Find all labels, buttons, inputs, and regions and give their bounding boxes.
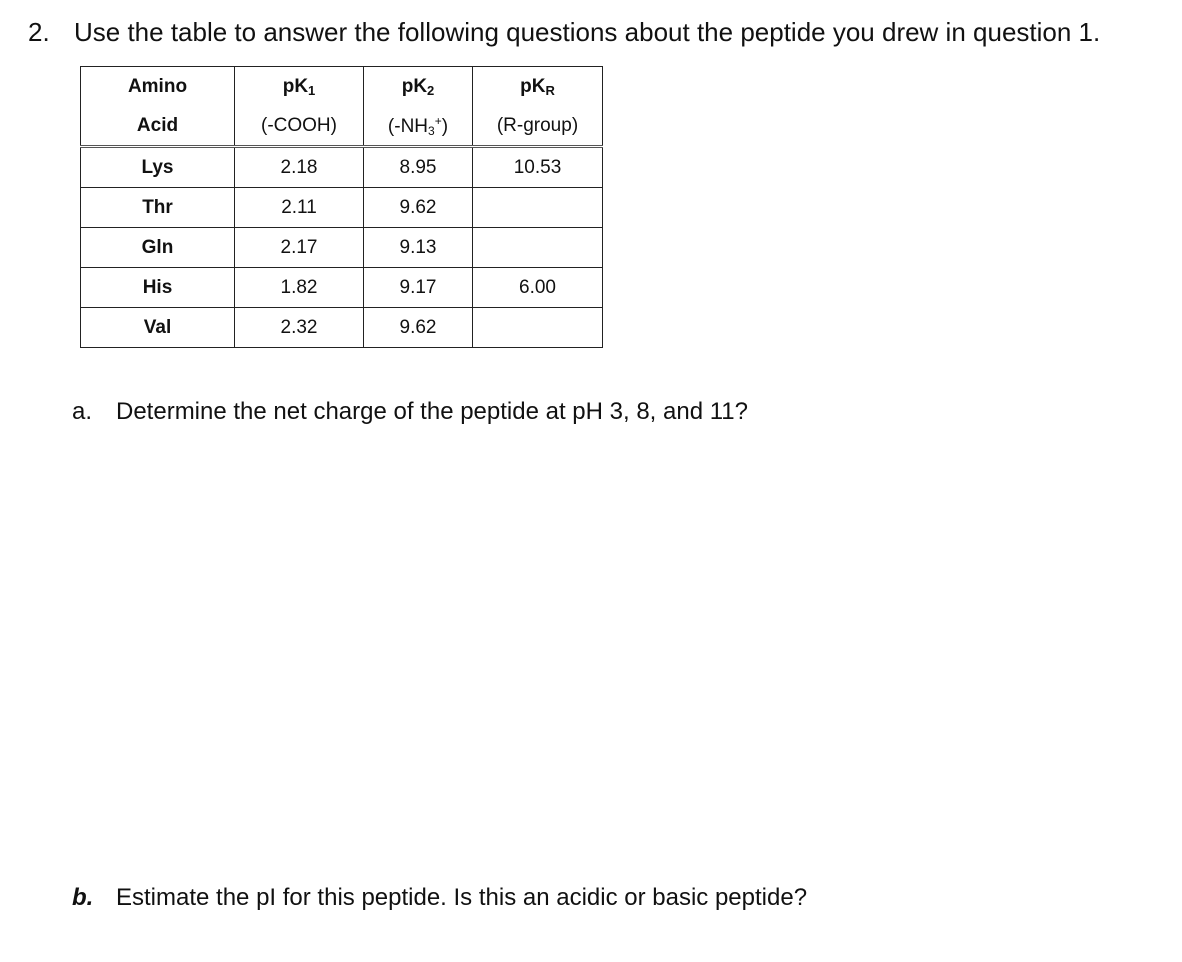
cell-pk1: 2.11 (235, 188, 364, 228)
header-pk1: $pK_1$ (235, 67, 364, 107)
cell-amino: Val (81, 308, 235, 348)
table-row (81, 308, 603, 348)
header-r-group: (R-group) (473, 106, 603, 147)
cell-pkr (473, 188, 603, 228)
part-b-text: Estimate the pI for this peptide. Is this an acidic or basic peptide? (116, 884, 808, 911)
header-pkr: $pK_R$ (473, 67, 603, 107)
header-nh3: (-NH3+) (364, 106, 473, 147)
cell-amino: Lys (81, 147, 235, 188)
question-text: Use the table to answer the following questions about the peptide you drew in question 1. (74, 17, 1101, 47)
cell-amino: Thr (81, 188, 235, 228)
header-acid: Acid (81, 106, 235, 147)
table-row (81, 147, 603, 188)
part-b-question (72, 882, 807, 914)
table-row (81, 188, 603, 228)
table-header-row-2 (81, 106, 603, 147)
cell-pk1: 1.82 (235, 268, 364, 308)
cell-pk2: 9.17 (364, 268, 473, 308)
part-a-letter: a. (72, 398, 93, 425)
cell-pk2: 9.62 (364, 308, 473, 348)
table-header-row-1 (81, 67, 603, 107)
cell-pkr (473, 308, 603, 348)
table-row (81, 228, 603, 268)
part-a-question (72, 396, 748, 428)
cell-pk1: 2.32 (235, 308, 364, 348)
cell-pkr (473, 228, 603, 268)
cell-pk2: 8.95 (364, 147, 473, 188)
cell-amino: His (81, 268, 235, 308)
question-number: 2. (28, 17, 50, 47)
cell-amino: Gln (81, 228, 235, 268)
table-row (81, 268, 603, 308)
pka-table (80, 66, 603, 348)
header-amino: Amino (81, 67, 235, 107)
cell-pkr: 10.53 (473, 147, 603, 188)
part-a-text: Determine the net charge of the peptide at pH 3, 8, and 11? (116, 398, 748, 425)
header-cooh: (-COOH) (235, 106, 364, 147)
cell-pk1: 2.18 (235, 147, 364, 188)
question-heading (28, 14, 1100, 50)
part-b-letter: b. (72, 884, 94, 911)
cell-pk1: 2.17 (235, 228, 364, 268)
cell-pk2: 9.62 (364, 188, 473, 228)
cell-pk2: 9.13 (364, 228, 473, 268)
cell-pkr: 6.00 (473, 268, 603, 308)
header-pk2: $pK_2$ (364, 67, 473, 107)
